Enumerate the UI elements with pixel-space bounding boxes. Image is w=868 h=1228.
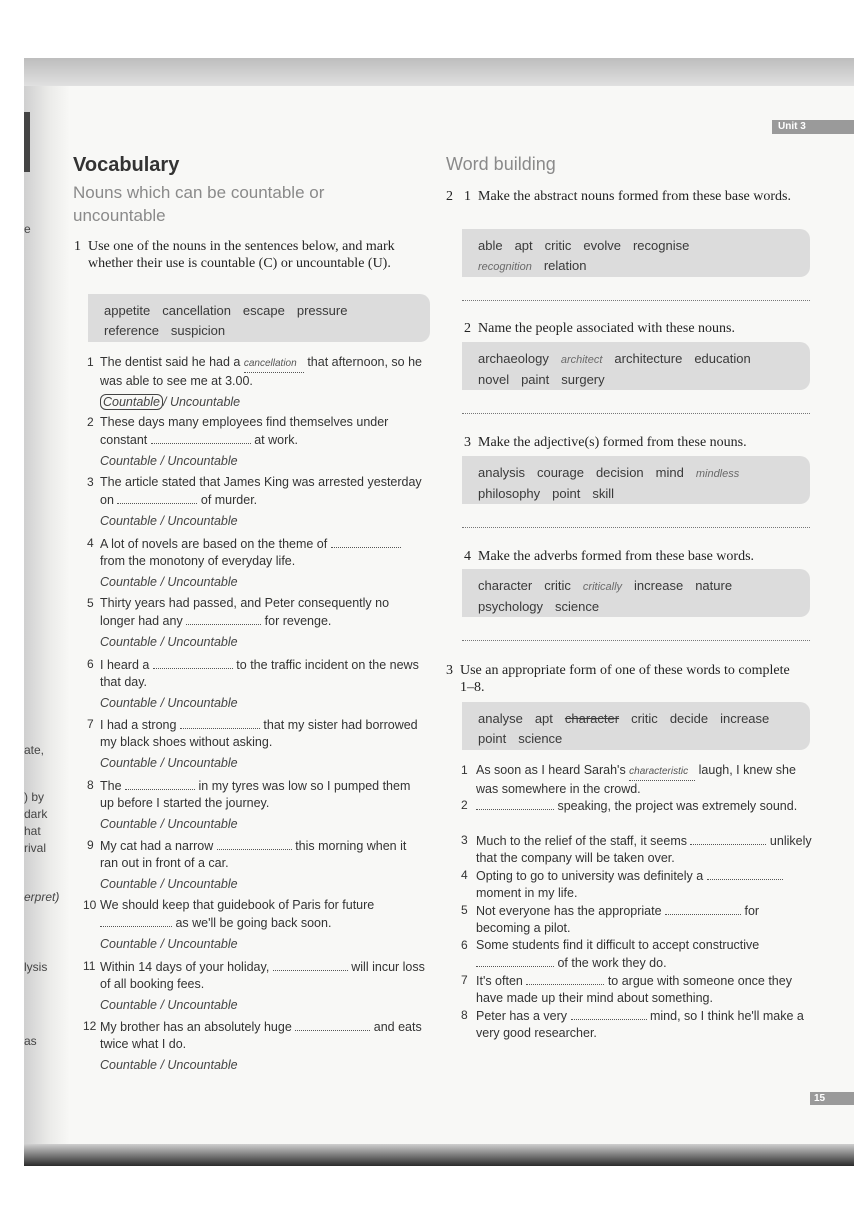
word: education bbox=[694, 351, 751, 366]
sentence-text: moment in my life. bbox=[476, 886, 578, 900]
word: evolve bbox=[583, 238, 621, 253]
word: increase bbox=[634, 578, 684, 593]
word: architecture bbox=[614, 351, 683, 366]
section-number: 2 bbox=[464, 321, 471, 336]
item-number: 9 bbox=[87, 838, 94, 852]
sentence-text: that my sister had borrowed my black shoes without asking. bbox=[100, 718, 418, 749]
word: science bbox=[518, 731, 563, 746]
word: escape bbox=[242, 303, 285, 318]
section-4-instruction bbox=[464, 548, 809, 565]
margin-fragment: hat bbox=[24, 824, 41, 838]
item-sentence bbox=[83, 897, 427, 932]
list-item bbox=[83, 958, 427, 1014]
exercise-1-instruction bbox=[74, 238, 404, 272]
word: philosophy bbox=[478, 486, 541, 501]
exercise-number: 2 bbox=[446, 189, 453, 204]
section-title-vocabulary: Vocabulary bbox=[73, 154, 180, 176]
list-item bbox=[87, 656, 427, 712]
answer-blank[interactable] bbox=[125, 777, 195, 790]
answer-blank[interactable] bbox=[100, 914, 172, 927]
instruction-text: Use one of the nouns in the sentences below, and mark whether their use is countable (C) or uncountable (U). bbox=[88, 239, 395, 271]
sentence-text: Opting to go to university was definitely a bbox=[476, 869, 707, 883]
answer-blank[interactable] bbox=[526, 972, 604, 985]
countable-uncountable-choice[interactable]: Countable / Uncountable bbox=[100, 998, 238, 1012]
subtitle-line-1: Nouns which can be countable or bbox=[73, 183, 325, 202]
word: paint bbox=[521, 372, 550, 387]
item-number: 5 bbox=[87, 596, 94, 610]
answer-blank[interactable] bbox=[117, 491, 197, 504]
sentence-text: Much to the relief of the staff, it seems bbox=[476, 834, 691, 848]
sentence-text: speaking, the project was extremely sound. bbox=[554, 799, 798, 813]
subtitle-line-2: uncountable bbox=[73, 206, 166, 225]
list-item bbox=[87, 535, 427, 591]
answer-blank[interactable] bbox=[690, 832, 766, 845]
item-number: 4 bbox=[87, 536, 94, 550]
word: apt bbox=[534, 711, 553, 726]
list-item bbox=[461, 762, 813, 798]
list-item bbox=[461, 797, 813, 815]
item-number: 3 bbox=[461, 833, 468, 847]
exercise-number: 3 bbox=[446, 663, 453, 678]
instruction-text: Make the adverbs formed from these base words. bbox=[478, 549, 755, 564]
word: surgery bbox=[561, 372, 605, 387]
word: critic bbox=[544, 238, 572, 253]
word: science bbox=[555, 599, 600, 614]
item-sentence bbox=[461, 832, 813, 867]
margin-fragment: ) by bbox=[24, 790, 45, 804]
sentence-text: Not everyone has the appropriate bbox=[476, 904, 666, 918]
countable-uncountable-choice[interactable]: Countable / Uncountable bbox=[100, 454, 238, 468]
word-box bbox=[462, 342, 810, 390]
list-item bbox=[461, 937, 813, 972]
list-item bbox=[83, 897, 427, 953]
sentence-text: We should keep that guidebook of Paris for future bbox=[100, 898, 375, 912]
word: increase bbox=[720, 711, 770, 726]
item-number: 6 bbox=[461, 938, 468, 952]
sentence-text: The dentist said he had a bbox=[100, 355, 244, 369]
sentence-text: laugh, I knew she was somewhere in the crowd. bbox=[476, 763, 796, 796]
answer-handwritten: characteristic bbox=[629, 763, 695, 781]
word: critic bbox=[631, 711, 658, 726]
sentence-text: that afternoon, so he was able to see me at 3.00. bbox=[100, 355, 422, 388]
item-sentence bbox=[87, 837, 427, 872]
word: psychology bbox=[478, 599, 544, 614]
item-number: 7 bbox=[87, 717, 94, 731]
answer-blank[interactable] bbox=[476, 954, 554, 967]
word-box bbox=[462, 229, 810, 277]
countable-uncountable-choice[interactable]: Countable / Uncountable bbox=[100, 635, 238, 649]
answer-handwritten: cancellation bbox=[244, 355, 304, 373]
item-sentence bbox=[87, 535, 427, 570]
word: relation bbox=[543, 258, 587, 273]
section-2-instruction bbox=[464, 320, 809, 337]
list-item bbox=[461, 972, 813, 1007]
answer-blank[interactable] bbox=[476, 797, 554, 810]
word: apt bbox=[514, 238, 533, 253]
exercise-3-instruction bbox=[446, 662, 806, 696]
sentence-text: Within 14 days of your holiday, bbox=[100, 960, 273, 974]
countable-uncountable-choice[interactable]: Countable / Uncountable bbox=[100, 756, 238, 770]
section-1-instruction bbox=[464, 188, 809, 205]
sentence-text: for becoming a pilot. bbox=[476, 904, 760, 935]
word: decide bbox=[669, 711, 709, 726]
answer-line[interactable] bbox=[462, 413, 810, 414]
item-sentence bbox=[461, 867, 813, 902]
countable-uncountable-choice[interactable]: Countable / Uncountable bbox=[100, 514, 238, 528]
item-sentence bbox=[461, 797, 813, 815]
section-number: 1 bbox=[464, 189, 471, 204]
sentence-text: Peter has a very bbox=[476, 1009, 571, 1023]
item-number: 11 bbox=[83, 959, 96, 973]
item-sentence bbox=[87, 777, 427, 812]
item-number: 5 bbox=[461, 903, 468, 917]
margin-fragment: as bbox=[24, 1034, 37, 1048]
choice-text: / Uncountable bbox=[163, 395, 241, 409]
word: courage bbox=[536, 465, 584, 480]
answer-line[interactable] bbox=[462, 640, 810, 641]
page-number: 15 bbox=[810, 1092, 854, 1105]
item-number: 8 bbox=[87, 778, 94, 792]
list-item bbox=[87, 777, 427, 833]
word: point bbox=[552, 486, 581, 501]
sentence-text: to the traffic incident on the news that day. bbox=[100, 658, 419, 689]
word: decision bbox=[595, 465, 644, 480]
sentence-text: of the work they do. bbox=[554, 956, 667, 970]
sentence-text: My brother has an absolutely huge bbox=[100, 1020, 296, 1034]
word: critic bbox=[544, 578, 571, 593]
list-item bbox=[87, 595, 427, 651]
word-box bbox=[462, 702, 810, 750]
word: novel bbox=[478, 372, 510, 387]
item-sentence bbox=[461, 972, 813, 1007]
item-number: 7 bbox=[461, 973, 468, 987]
sentence-text: for revenge. bbox=[261, 614, 332, 628]
margin-fragment: ate, bbox=[24, 743, 45, 757]
sentence-text: to argue with someone once they have made up their mind about something. bbox=[476, 974, 792, 1005]
sentence-text: I heard a bbox=[100, 658, 153, 672]
item-number: 12 bbox=[83, 1019, 97, 1033]
item-number: 10 bbox=[83, 898, 97, 912]
item-sentence bbox=[461, 902, 813, 937]
sentence-text: The article stated that James King was arrested yesterday on bbox=[100, 475, 422, 507]
scan-top-edge bbox=[24, 58, 854, 86]
sentence-text: It's often bbox=[476, 974, 527, 988]
section-3-instruction bbox=[464, 434, 809, 451]
section-subtitle bbox=[73, 181, 324, 227]
list-item bbox=[87, 354, 427, 411]
section-number: 3 bbox=[464, 435, 471, 450]
answer-blank[interactable] bbox=[571, 1007, 647, 1020]
sentence-text: of murder. bbox=[197, 493, 258, 507]
circled-answer: Countable bbox=[100, 394, 163, 410]
answer-blank[interactable] bbox=[295, 1018, 370, 1031]
item-sentence bbox=[461, 762, 813, 798]
list-item bbox=[87, 716, 427, 772]
struck-word: character bbox=[564, 711, 620, 726]
answer-blank[interactable] bbox=[331, 535, 401, 548]
item-sentence bbox=[83, 958, 427, 993]
sentence-text: Thirty years had passed, and Peter consequently no longer had any bbox=[100, 596, 390, 628]
word: nature bbox=[695, 578, 733, 593]
word-box bbox=[462, 569, 810, 617]
item-number: 2 bbox=[461, 798, 468, 812]
item-sentence bbox=[87, 595, 427, 630]
list-item bbox=[461, 1007, 813, 1042]
sentence-text: The bbox=[100, 779, 126, 793]
item-sentence bbox=[87, 474, 427, 509]
sentence-text: As soon as I heard Sarah's bbox=[476, 763, 630, 777]
sentence-text: this morning when it ran out in front of a car. bbox=[100, 839, 407, 870]
word: cancellation bbox=[162, 303, 231, 318]
margin-fragment: rival bbox=[24, 841, 47, 855]
sentence-text: mind, so I think he'll make a very good researcher. bbox=[476, 1009, 804, 1040]
page-gutter-shadow bbox=[24, 86, 70, 1146]
item-number: 2 bbox=[87, 415, 94, 429]
exercise-number: 1 bbox=[74, 239, 81, 254]
word: pressure bbox=[296, 303, 348, 318]
handwritten-answer: architect bbox=[560, 354, 603, 366]
list-item bbox=[83, 1018, 427, 1074]
sentence-text: from the monotony of everyday life. bbox=[100, 554, 296, 568]
countable-uncountable-choice[interactable]: Countable / Uncountable bbox=[100, 937, 238, 951]
sentence-text: will incur loss of all booking fees. bbox=[100, 960, 425, 991]
answer-blank[interactable] bbox=[180, 716, 260, 729]
list-item bbox=[87, 414, 427, 470]
handwritten-answer: mindless bbox=[695, 468, 740, 480]
handwritten-answer: critically bbox=[582, 581, 623, 593]
answer-line[interactable] bbox=[462, 527, 810, 528]
handwritten-answer: recognition bbox=[478, 261, 532, 273]
countable-uncountable-choice[interactable]: Countable / Uncountable bbox=[100, 696, 238, 710]
list-item bbox=[87, 837, 427, 893]
word: analysis bbox=[478, 465, 525, 480]
countable-uncountable-choice[interactable]: Countable / Uncountable bbox=[100, 575, 238, 589]
instruction-text: Make the abstract nouns formed from these base words. bbox=[478, 189, 791, 204]
list-item bbox=[87, 474, 427, 530]
list-item bbox=[461, 902, 813, 937]
word: able bbox=[478, 238, 503, 253]
answer-blank[interactable] bbox=[217, 837, 292, 850]
countable-uncountable-choice[interactable]: Countable / Uncountable bbox=[100, 1058, 238, 1072]
word-box bbox=[462, 456, 810, 504]
list-item bbox=[461, 867, 813, 902]
answer-line[interactable] bbox=[462, 300, 810, 301]
unit-label: Unit 3 bbox=[772, 120, 854, 134]
countable-uncountable-choice[interactable]: Countable / Uncountable bbox=[100, 817, 238, 831]
scan-bottom-edge bbox=[24, 1144, 854, 1166]
word: reference bbox=[104, 323, 159, 338]
instruction-text: Make the adjective(s) formed from these nouns. bbox=[478, 435, 747, 450]
instruction-text: Name the people associated with these nouns. bbox=[478, 321, 735, 336]
sentence-text: and eats twice what I do. bbox=[100, 1020, 422, 1051]
margin-fragment: dark bbox=[24, 807, 48, 821]
instruction-text: Use an appropriate form of one of these words to complete 1–8. bbox=[460, 663, 790, 695]
margin-fragment: lysis bbox=[24, 960, 48, 974]
answer-blank[interactable] bbox=[151, 431, 251, 444]
margin-fragment: erpret) bbox=[24, 890, 60, 904]
answer-blank[interactable] bbox=[153, 656, 233, 669]
item-sentence bbox=[461, 937, 813, 972]
item-sentence bbox=[87, 656, 427, 691]
answer-blank[interactable] bbox=[707, 867, 783, 880]
countable-uncountable-choice[interactable]: Countable / Uncountable bbox=[100, 877, 238, 891]
item-number: 1 bbox=[461, 763, 468, 777]
answer-blank[interactable] bbox=[186, 612, 261, 625]
sentence-text: I had a strong bbox=[100, 718, 180, 732]
item-sentence bbox=[461, 1007, 813, 1042]
item-number: 6 bbox=[87, 657, 94, 671]
answer-blank[interactable] bbox=[273, 958, 348, 971]
list-item bbox=[461, 832, 813, 867]
item-number: 8 bbox=[461, 1008, 468, 1022]
sentence-text: A lot of novels are based on the theme of bbox=[100, 537, 331, 551]
word-box bbox=[88, 294, 430, 342]
sentence-text: unlikely that the company will be taken over. bbox=[476, 834, 812, 865]
item-number: 4 bbox=[461, 868, 468, 882]
word: suspicion bbox=[170, 323, 226, 338]
sentence-text: in my tyres was low so I pumped them up before I started the journey. bbox=[100, 779, 411, 810]
word: character bbox=[478, 578, 533, 593]
item-sentence bbox=[87, 414, 427, 449]
item-sentence bbox=[83, 1018, 427, 1053]
margin-fragment: e bbox=[24, 222, 31, 236]
scan-left-edge bbox=[24, 112, 30, 172]
section-title-word-building: Word building bbox=[446, 154, 556, 174]
section-number: 4 bbox=[464, 549, 471, 564]
word: recognise bbox=[632, 238, 690, 253]
item-number: 1 bbox=[87, 355, 94, 369]
word: appetite bbox=[104, 303, 151, 318]
sentence-text: These days many employees find themselves under constant bbox=[100, 415, 389, 447]
word: skill bbox=[592, 486, 615, 501]
word: point bbox=[478, 731, 507, 746]
answer-blank[interactable] bbox=[665, 902, 741, 915]
sentence-text: at work. bbox=[250, 433, 298, 447]
countable-uncountable-choice[interactable] bbox=[87, 394, 427, 411]
item-number: 3 bbox=[87, 475, 94, 489]
word: archaeology bbox=[478, 351, 549, 366]
sentence-text: as we'll be going back soon. bbox=[172, 916, 332, 930]
word: analyse bbox=[478, 711, 523, 726]
sentence-text: My cat had a narrow bbox=[100, 839, 217, 853]
item-sentence bbox=[87, 716, 427, 751]
sentence-text: Some students find it difficult to accept constructive bbox=[476, 938, 760, 952]
word: mind bbox=[655, 465, 684, 480]
item-sentence bbox=[87, 354, 427, 390]
